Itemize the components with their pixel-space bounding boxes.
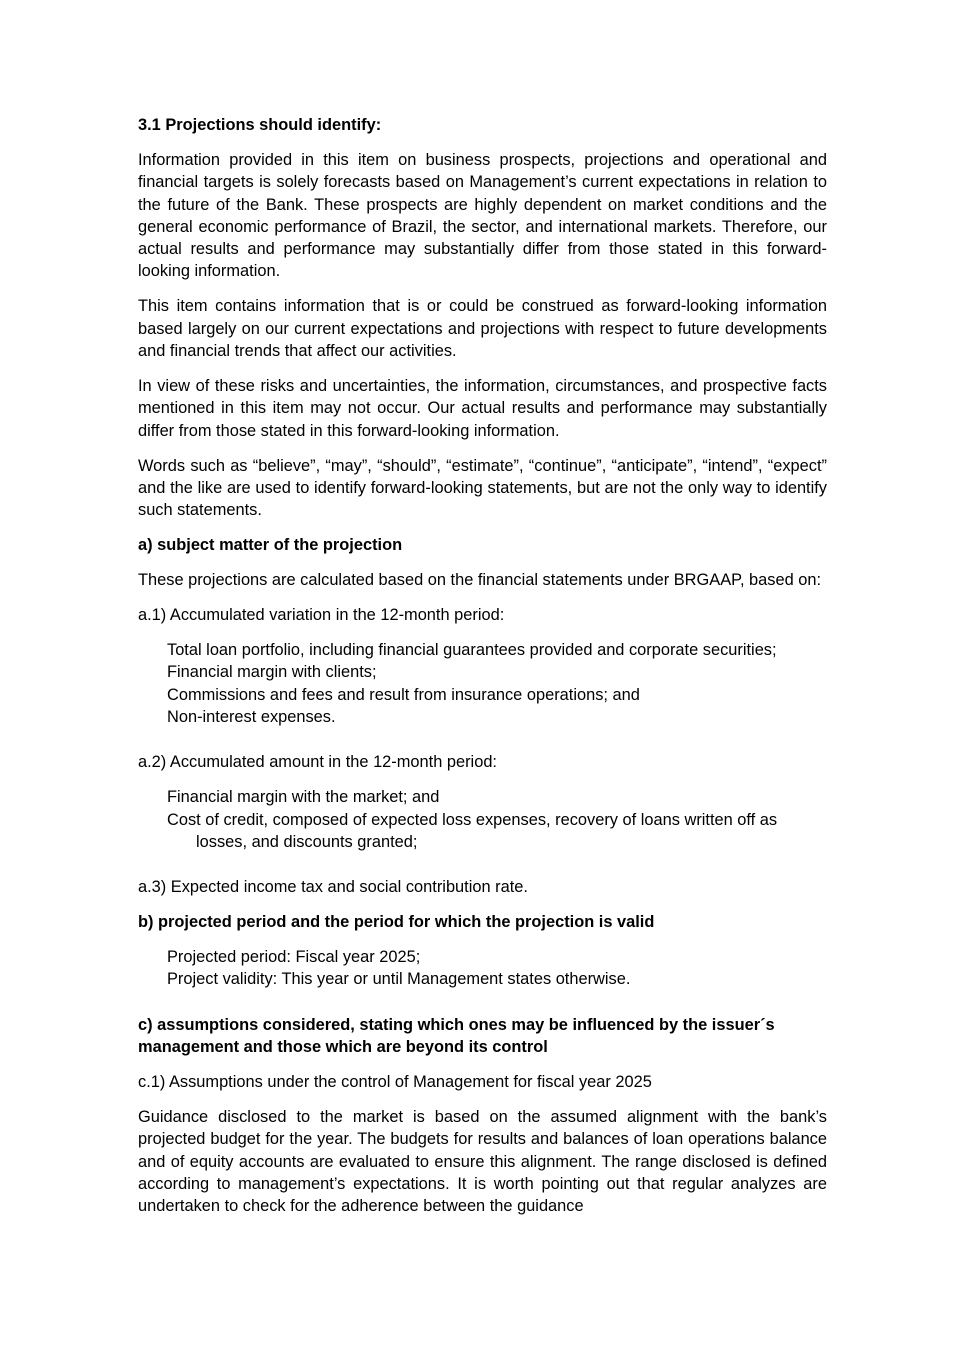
intro-paragraph-1: Information provided in this item on business prospects, projections and operational and financial targets is solely forecasts based on Management’s current expectations in relation to the future of the Bank. These prospects are highly dependent on market conditions and the general economic performance of Brazil, the sector, and international markets. Therefore, our actual results and performance may substantially differ from those stated in this forward-looking information.	[138, 150, 827, 281]
section-b-heading: b) projected period and the period for which the projection is valid	[138, 913, 655, 932]
document-page	[138, 114, 827, 1230]
list-item: Projected period: Fiscal year 2025;	[167, 948, 421, 967]
a3-label: a.3) Expected income tax and social contribution rate.	[138, 878, 528, 897]
intro-paragraph-4: Words such as “believe”, “may”, “should”, “estimate”, “continue”, “anticipate”, “intend”, “expect” and the like are used to identify forward-looking statements, but are not the only way to identify such statements.	[138, 456, 827, 520]
b-list	[167, 946, 827, 991]
a2-list	[167, 786, 827, 853]
intro-paragraph-3: In view of these risks and uncertainties, the information, circumstances, and prospective facts mentioned in this item may not occur. Our actual results and performance may substantially differ from those stated in this forward-looking information.	[138, 377, 827, 440]
a2-label: a.2) Accumulated amount in the 12-month period:	[138, 753, 497, 772]
section-c-heading: c) assumptions considered, stating which ones may be influenced by the issuer´s management and those which are beyond its control	[138, 1015, 775, 1057]
list-item: Financial margin with the market; and	[167, 788, 440, 807]
c1-label: c.1) Assumptions under the control of Management for fiscal year 2025	[138, 1073, 652, 1092]
list-item: Non-interest expenses.	[167, 708, 336, 727]
list-item: Total loan portfolio, including financial guarantees provided and corporate securities;	[167, 641, 777, 660]
intro-paragraph-2: This item contains information that is or could be construed as forward-looking information based largely on our current expectations and projections with respect to future developments and financial trends that affect our activities.	[138, 297, 827, 361]
list-item: Financial margin with clients;	[167, 663, 377, 682]
list-item: Project validity: This year or until Management states otherwise.	[167, 970, 631, 989]
section-c-paragraph: Guidance disclosed to the market is based on the assumed alignment with the bank’s projected budget for the year. The budgets for results and balances of loan operations balance and of equity accounts are evaluated to ensure this alignment. The range disclosed is defined according to management’s expectations. It is worth pointing out that regular analyzes are undertaken to check for the adherence between the guidance	[138, 1108, 827, 1216]
a1-label: a.1) Accumulated variation in the 12-month period:	[138, 606, 505, 625]
section-a-paragraph: These projections are calculated based on the financial statements under BRGAAP, based on:	[138, 571, 822, 590]
a1-list	[167, 639, 827, 728]
list-item: Cost of credit, composed of expected loss expenses, recovery of loans written off as losses, and discounts granted;	[167, 810, 778, 851]
list-item: Commissions and fees and result from insurance operations; and	[167, 685, 640, 704]
section-title: 3.1 Projections should identify:	[138, 116, 382, 134]
section-a-heading: a) subject matter of the projection	[138, 536, 403, 555]
